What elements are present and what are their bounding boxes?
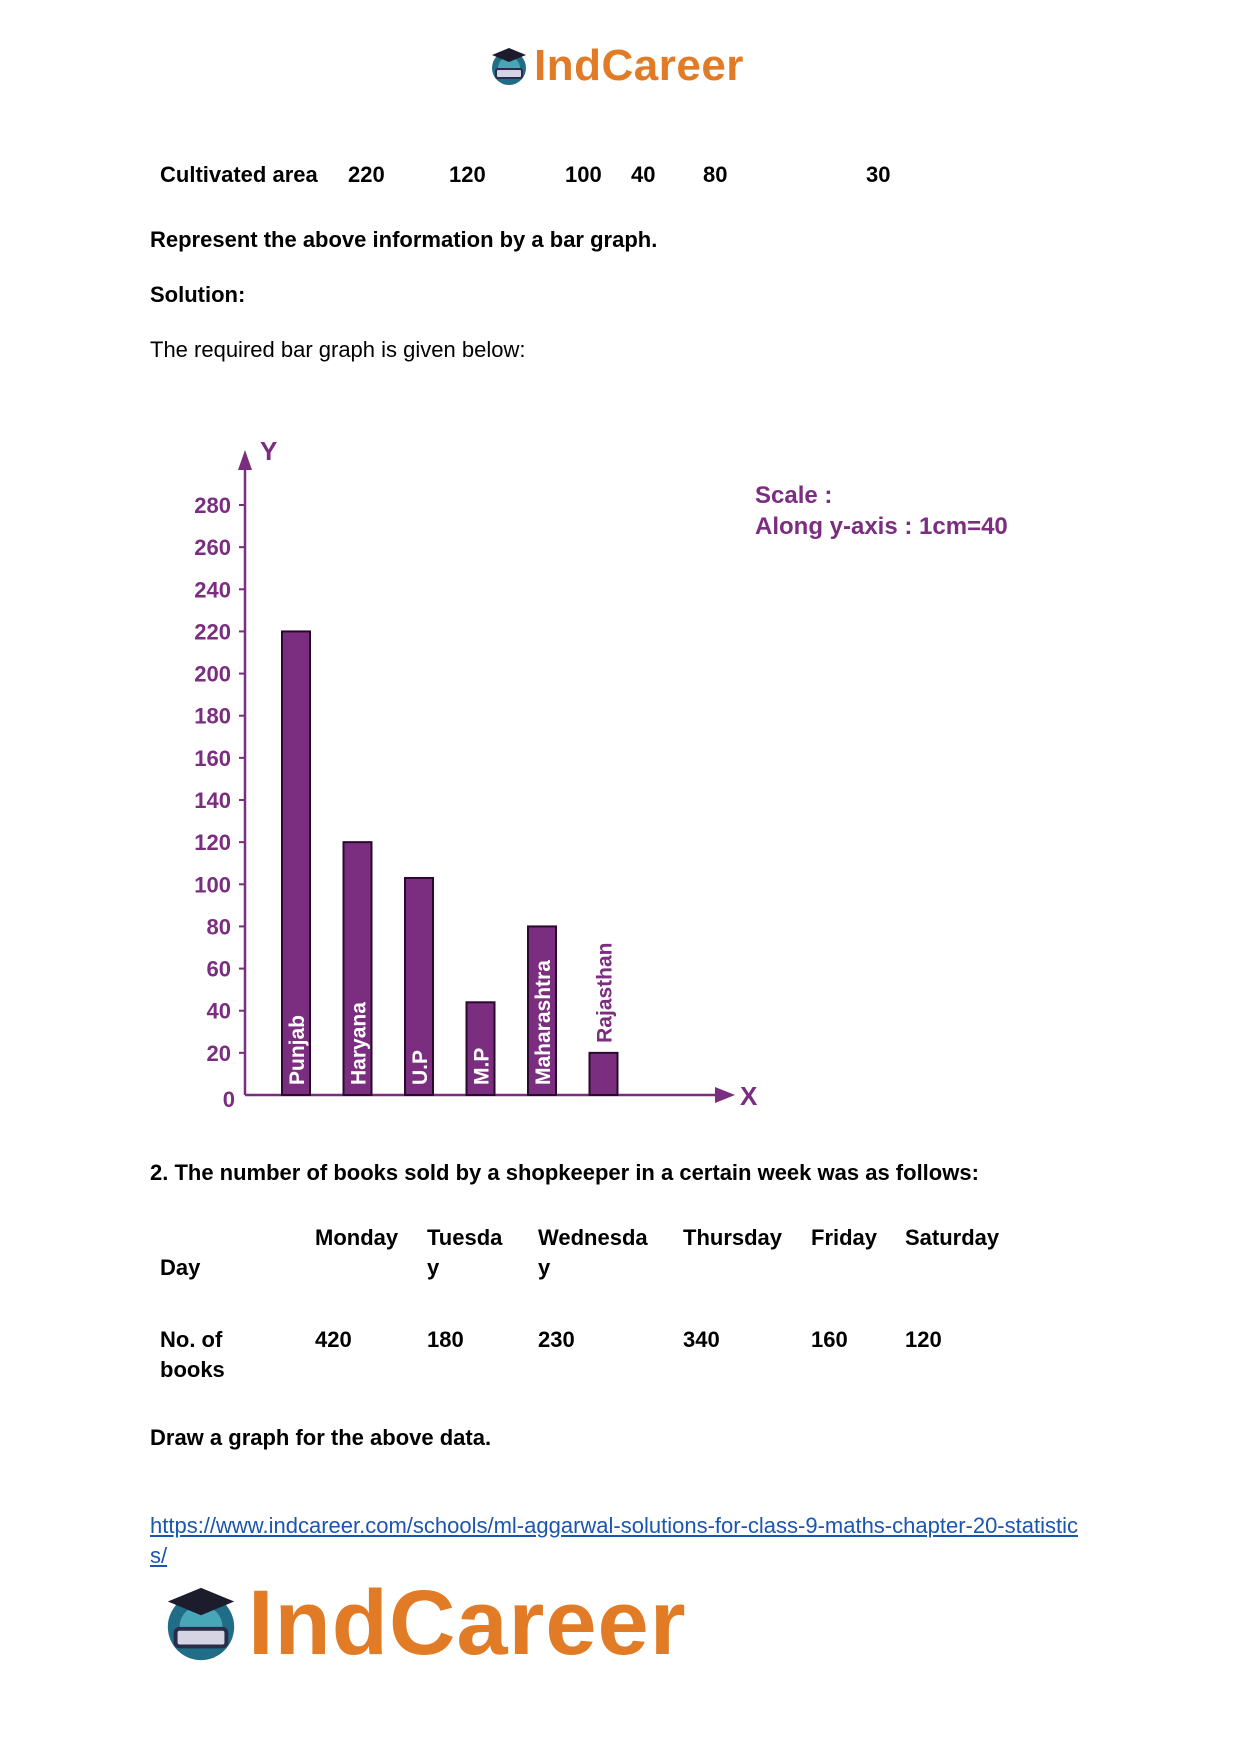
y-tick-label: 140: [194, 788, 231, 813]
y-axis-arrow: [238, 450, 252, 470]
footer-logo: [160, 1568, 687, 1678]
y-tick-label: 220: [194, 619, 231, 645]
y-tick-label: 160: [194, 745, 231, 771]
cultivated-value: 80: [703, 162, 728, 187]
table-day-cell: Wednesda y: [538, 1225, 648, 1280]
question2-heading: 2. The number of books sold by a shopkeeper in a certain week was as follows:: [150, 1160, 979, 1185]
bar-category-label: Punjab: [286, 1014, 309, 1085]
scale-title: Scale :: [755, 482, 833, 509]
y-tick-label: 280: [194, 493, 231, 518]
table-day-cell: Thursday: [683, 1225, 783, 1250]
table-books-cell: 230: [538, 1327, 575, 1352]
y-tick-label: 120: [194, 830, 231, 856]
table-books-cell: 420: [315, 1327, 352, 1352]
y-tick-label: 100: [194, 872, 231, 898]
bar-category-label: M.P: [470, 1047, 494, 1085]
y-tick-label: 260: [194, 535, 231, 561]
bar: [590, 1053, 618, 1095]
cultivated-value: 30: [866, 162, 891, 187]
table-day-cell: Saturday: [905, 1225, 1000, 1250]
table-day-cell: Tuesda y: [427, 1225, 503, 1280]
table-row-label-books: No. of books: [160, 1327, 225, 1382]
table-day-cell: Monday: [315, 1225, 399, 1250]
table-row-label-day: Day: [160, 1255, 201, 1280]
y-tick-label: 0: [222, 1087, 235, 1112]
logo-globe-icon: [488, 45, 530, 87]
table-day-cell: Friday: [811, 1225, 878, 1250]
y-tick-label: 20: [206, 1040, 231, 1066]
source-link[interactable]: https://www.indcareer.com/schools/ml-aggarwal-solutions-for-class-9-maths-chapter-20-statistics/: [150, 1513, 1078, 1568]
bar-chart-svg: [160, 430, 1060, 1130]
y-tick-label: 40: [206, 998, 231, 1024]
table-books-cell: 340: [683, 1327, 720, 1352]
y-tick-label: 180: [194, 703, 231, 729]
y-tick-label: 240: [194, 577, 231, 603]
cultivated-value: 100: [565, 162, 602, 187]
bar-category-label: Rajasthan: [593, 942, 617, 1043]
cultivated-area-label: Cultivated area: [160, 162, 318, 187]
footer-logo-text: IndCareer: [248, 1571, 687, 1674]
cultivated-value: 120: [449, 162, 486, 187]
x-axis-label: X: [740, 1081, 758, 1111]
cultivated-value: 40: [631, 162, 656, 187]
header-logo: [488, 40, 744, 92]
y-tick-label: 200: [194, 661, 231, 687]
table-books-cell: 180: [427, 1327, 464, 1352]
solution-label: Solution:: [150, 282, 246, 307]
scale-text: Along y-axis : 1cm=40: [755, 513, 1008, 540]
bar-category-label: Haryana: [347, 1002, 371, 1085]
bar-category-label: U.P: [409, 1049, 432, 1085]
table-books-cell: 160: [811, 1327, 848, 1352]
question1-instruction: Represent the above information by a bar graph.: [150, 227, 658, 252]
bar-category-label: Maharashtra: [532, 960, 555, 1085]
table-books-cell: 120: [905, 1327, 942, 1352]
y-tick-label: 80: [206, 914, 231, 940]
cultivated-value: 220: [348, 162, 385, 187]
solution-text: The required bar graph is given below:: [150, 337, 526, 362]
logo-globe-icon: [160, 1582, 242, 1664]
bar-chart: [160, 430, 1060, 1130]
y-axis-label: Y: [260, 436, 278, 466]
question2-instruction: Draw a graph for the above data.: [150, 1425, 492, 1450]
y-tick-label: 60: [206, 956, 231, 982]
header-logo-text: IndCareer: [534, 41, 744, 90]
x-axis-arrow: [715, 1087, 735, 1103]
